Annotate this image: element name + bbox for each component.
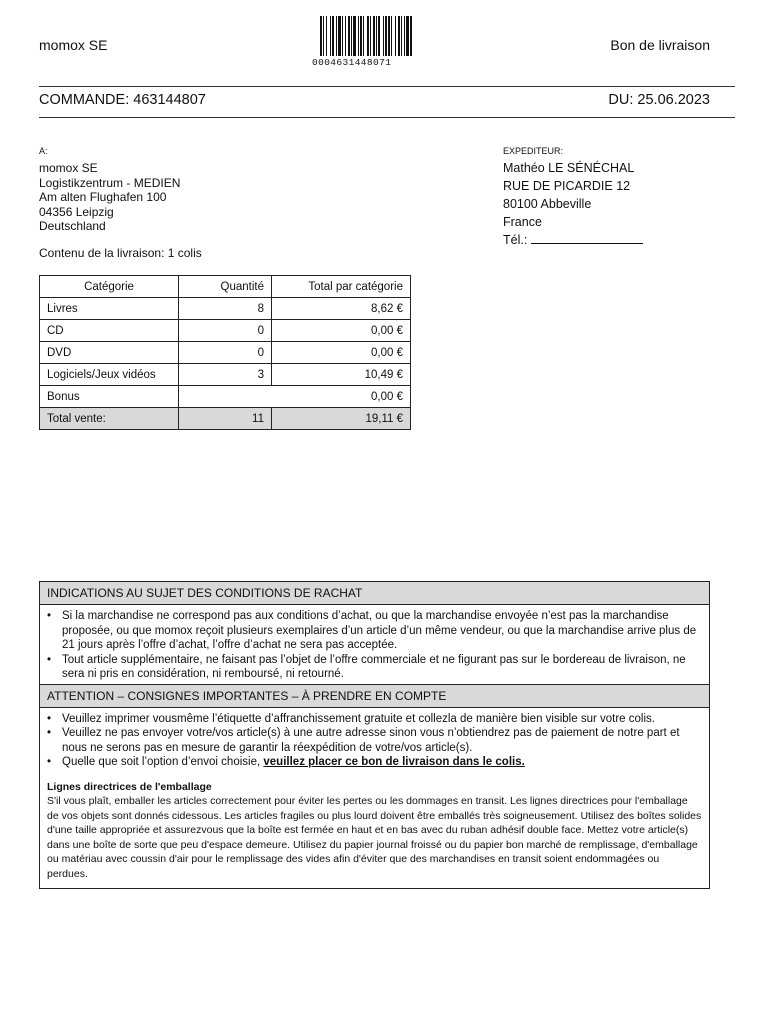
cell-category: DVD	[40, 342, 179, 364]
order-number-line	[39, 92, 206, 108]
barcode-bar	[345, 16, 346, 56]
barcode-bar	[388, 16, 390, 56]
date-label: DU:	[608, 92, 634, 108]
recipient-label: A:	[39, 146, 48, 156]
attention-prefix: Quelle que soit l’option d’envoi choisie,	[62, 756, 261, 768]
sender-line: 80100 Abbeville	[503, 197, 592, 211]
cell-category: Total vente:	[40, 408, 179, 430]
attention-body	[40, 708, 709, 889]
barcode-bar	[336, 16, 337, 56]
barcode-bar	[338, 16, 341, 56]
barcode-bar	[404, 16, 405, 56]
attention-emphasis: veuillez placer ce bon de livraison dans le colis.	[263, 756, 525, 768]
bullet-icon: •	[47, 653, 52, 666]
list-item	[47, 609, 702, 653]
barcode-bar	[323, 16, 324, 56]
barcode-bar	[391, 16, 392, 56]
bullet-icon: •	[47, 712, 52, 725]
barcode-bar	[385, 16, 387, 56]
cell-quantity: 0	[179, 320, 272, 342]
order-label: COMMANDE:	[39, 92, 130, 108]
cell-category: Livres	[40, 298, 179, 320]
barcode-bar	[367, 16, 369, 56]
sender-address	[503, 159, 643, 249]
barcode-bar	[370, 16, 371, 56]
barcode-bar	[360, 16, 362, 56]
column-header: Total par catégorie	[272, 276, 411, 298]
document-type: Bon de livraison	[610, 37, 710, 53]
barcode-bar	[320, 16, 322, 56]
barcode-bar	[398, 16, 400, 56]
list-item	[47, 726, 702, 755]
bullet-icon: •	[47, 756, 52, 768]
divider-top	[39, 86, 735, 87]
list-item	[47, 712, 702, 727]
list-item	[47, 653, 702, 682]
column-header: Quantité	[179, 276, 272, 298]
barcode-bar	[358, 16, 359, 56]
barcode-bar	[383, 16, 384, 56]
barcode-bar	[410, 16, 412, 56]
delivery-contents: Contenu de la livraison: 1 colis	[39, 246, 202, 260]
conditions-title: INDICATIONS AU SUJET DES CONDITIONS DE RACHAT	[40, 582, 709, 605]
order-number: 463144807	[133, 92, 206, 108]
barcode	[312, 16, 434, 72]
table-row	[40, 298, 411, 320]
cell-total: 0,00 €	[272, 342, 411, 364]
guidelines-text: S'il vous plaît, emballer les articles correctement pour éviter les pertes ou les dommages en transit. Les lignes directrices pour l'emballage de vos objets sont donnés cidessous. Les articles fragiles ou plus lourd doivent être emballés très soigneusement. Utilisez des boîtes solides d'une taille appropriée et assurezvous que la boîte est fermée en haut et en bas avec du ruban adhésif double face. Mettez votre article(s) dans une boîte de sorte que peu d'espace demeure. Utilisez du papier journal froissé ou du papier bon marché de remplissage, d'emballage ou matériau avec coussin d'air pour le remplissage des vides afin d'éviter que des marchandises en transit soient endommagées ou perdues.	[47, 795, 702, 880]
order-date-line	[608, 92, 710, 108]
recipient-line: Deutschland	[39, 219, 106, 234]
barcode-number: 0004631448071	[312, 57, 392, 68]
recipient-line: Am alten Flughafen 100	[39, 190, 167, 205]
barcode-bar	[326, 16, 327, 56]
total-row	[40, 408, 411, 430]
cell-total: 0,00 €	[179, 386, 411, 408]
recipient-line: momox SE	[39, 161, 98, 175]
sender-line: RUE DE PICARDIE 12	[503, 179, 631, 193]
recipient-line: Logistikzentrum - MEDIEN	[39, 175, 181, 190]
bullet-icon: •	[47, 727, 52, 739]
list-item	[47, 755, 702, 770]
barcode-bar	[342, 16, 343, 56]
cell-category: Logiciels/Jeux vidéos	[40, 364, 179, 386]
condition-text: Si la marchandise ne correspond pas aux conditions d’achat, ou que la marchandise envoyée n’est pas la marchandise proposée, ou que momox reçoit plusieurs exemplaires d’un article d’un même vendeur, ou que la marchandise arrive plus de 21 jours après l’offre d’achat, l’offre d’achat ne sera pas acceptée.	[62, 610, 697, 651]
barcode-bar	[348, 16, 350, 56]
cell-total: 0,00 €	[272, 320, 411, 342]
company-name: momox SE	[39, 37, 108, 53]
barcode-bar	[395, 16, 396, 56]
table-row	[40, 364, 411, 386]
cell-category: Bonus	[40, 386, 179, 408]
cell-total: 10,49 €	[272, 364, 411, 386]
cell-quantity: 8	[179, 298, 272, 320]
recipient-address	[39, 161, 180, 234]
sender-line: Mathéo LE SÉNÉCHAL	[503, 161, 635, 175]
table-row	[40, 342, 411, 364]
barcode-bar	[373, 16, 375, 56]
barcode-bars	[312, 16, 434, 56]
barcode-bar	[401, 16, 402, 56]
sender-line: France	[503, 215, 542, 229]
cell-quantity: 0	[179, 342, 272, 364]
sender-phone	[503, 231, 643, 249]
guidelines-title: Lignes directrices de l'emballage	[47, 780, 212, 793]
conditions-body	[40, 605, 709, 684]
barcode-bar	[376, 16, 377, 56]
phone-blank-line	[531, 233, 643, 244]
attention-text: Veuillez imprimer vousmême l’étiquette d’affranchissement gratuite et collezla de manière bien visible sur votre colis.	[62, 712, 655, 725]
bonus-row	[40, 386, 411, 408]
bullet-icon: •	[47, 610, 52, 622]
attention-text-last	[62, 755, 702, 770]
cell-quantity: 11	[179, 408, 272, 430]
barcode-bar	[351, 16, 352, 56]
recipient-line: 04356 Leipzig	[39, 204, 114, 219]
condition-text: Tout article supplémentaire, ne faisant pas l’objet de l’offre commerciale et ne figurant pas sur le bordereau de livraison, ne sera ni pris en considération, ni remboursé, ni retourné.	[62, 653, 686, 680]
cell-total: 8,62 €	[272, 298, 411, 320]
conditions-box	[39, 581, 710, 889]
barcode-bar	[330, 16, 331, 56]
cell-category: CD	[40, 320, 179, 342]
order-date: 25.06.2023	[637, 92, 710, 108]
attention-text: Veuillez ne pas envoyer votre/vos article(s) à une autre adresse sinon vous n’obtiendrez pas de paiement de notre part et nous ne serons pas en mesure de garantir la réexpédition de votre/vos article(s).	[62, 727, 680, 754]
barcode-bar	[353, 16, 356, 56]
table-header-row	[40, 276, 411, 298]
table-row	[40, 320, 411, 342]
column-header: Catégorie	[40, 276, 179, 298]
barcode-bar	[406, 16, 409, 56]
attention-title: ATTENTION – CONSIGNES IMPORTANTES – À PRENDRE EN COMPTE	[40, 684, 709, 708]
barcode-bar	[332, 16, 334, 56]
cell-quantity: 3	[179, 364, 272, 386]
barcode-bar	[363, 16, 364, 56]
phone-label: Tél.:	[503, 233, 528, 247]
barcode-bar	[378, 16, 380, 56]
cell-total: 19,11 €	[272, 408, 411, 430]
sender-label: EXPEDITEUR:	[503, 146, 564, 156]
category-table	[39, 275, 411, 430]
divider-bottom	[39, 117, 735, 118]
